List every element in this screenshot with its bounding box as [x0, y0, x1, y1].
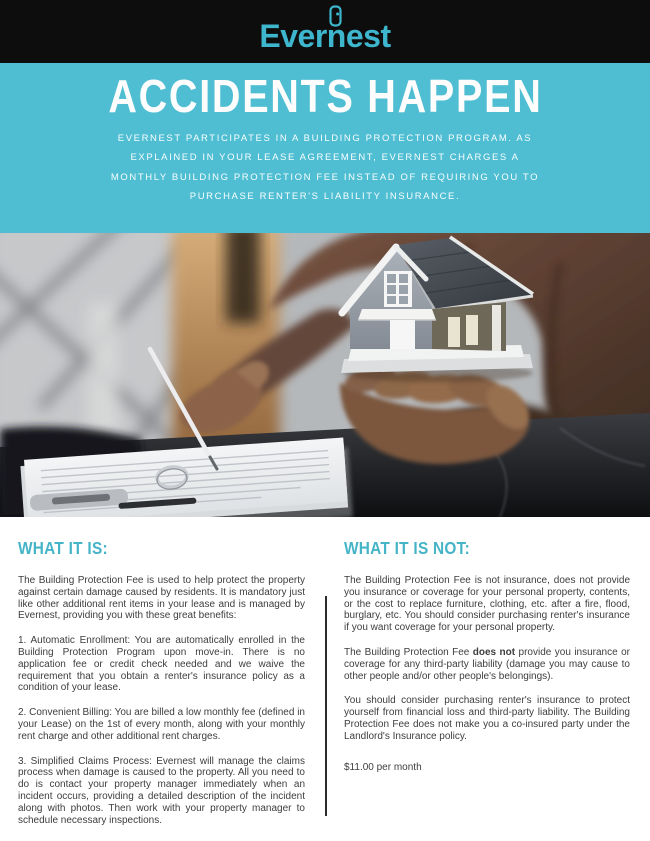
paragraph: 2. Convenient Billing: You are billed a low monthly fee (defined in your Lease) on the 1st of every month, along with your monthly rent charge and other additional rent charges. [18, 707, 305, 742]
hero-subtitle-line: PURCHASE RENTER'S LIABILITY INSURANCE. [189, 191, 461, 203]
hero-subtitle-line: EXPLAINED IN YOUR LEASE AGREEMENT, EVERNEST CHARGES A [130, 152, 520, 164]
what-it-is-heading: WHAT IT IS: [18, 538, 108, 558]
monthly-fee: $11.00 per month [344, 761, 422, 773]
paragraph: The Building Protection Fee is used to help protect the property against certain damage caused by residents. It is mandatory just like other additional rent items in your lease and is managed by Evernest, providing you with these great benefits: [18, 575, 305, 622]
hero-subtitle [0, 129, 650, 207]
header-bar [0, 0, 650, 63]
paragraph: 3. Simplified Claims Process: Evernest will manage the claims process when damage is caused to the property. All you need to do is contact your property manager immediately when an incident occurs, providing a detailed description of the incident along with photos. Then work with your property manager to schedule necessary inspections. [18, 755, 305, 826]
section-what-it-is-not [344, 538, 630, 839]
evernest-logo [259, 8, 390, 55]
paragraph: The Building Protection Fee is not insurance, does not provide you insurance or coverage for your personal property, contents, or the cost to replace furniture, clothing, etc. after a fire, flood, burglary, etc. You should consider purchasing renter's insurance if you want coverage for your personal property. [344, 575, 630, 634]
paragraph: You should consider purchasing renter's insurance to protect yourself from financial loss and third-party liability. The Building Protection Fee does not make you a co-insured party under the Landlord's Insurance policy. [344, 695, 630, 742]
door-icon [329, 0, 343, 37]
house-door [390, 320, 415, 349]
column-divider [325, 596, 327, 816]
info-section [0, 517, 650, 839]
frame-background [226, 233, 260, 323]
hero-subtitle-line: EVERNEST PARTICIPATES IN A BUILDING PROTECTION PROGRAM. AS [117, 132, 533, 144]
section-what-it-is [18, 538, 305, 839]
logo-text: Evernest [259, 18, 391, 54]
emphasis-does-not: does not [472, 646, 516, 658]
hero-subtitle-line: MONTHLY BUILDING PROTECTION FEE INSTEAD OF REQUIRING YOU TO [110, 171, 540, 183]
hero-banner [0, 63, 650, 233]
what-it-is-not-heading: WHAT IT IS NOT: [344, 538, 471, 558]
paragraph: 1. Automatic Enrollment: You are automatically enrolled in the Building Protection Program upon move-in. There is no application fee or credit check needed and we waive the requirement that you obtain a renter's insurance policy as a condition of your lease. [18, 635, 305, 694]
property-photo [0, 233, 650, 517]
house-ledge [358, 309, 436, 320]
paragraph: The Building Protection Fee does not provide you insurance or coverage for any third-party liability (damage you may cause to other people and/or other people's belongings). [344, 646, 630, 682]
side-shutter [448, 317, 460, 347]
page-title: ACCIDENTS HAPPEN [107, 70, 543, 122]
side-shutter [466, 315, 478, 345]
